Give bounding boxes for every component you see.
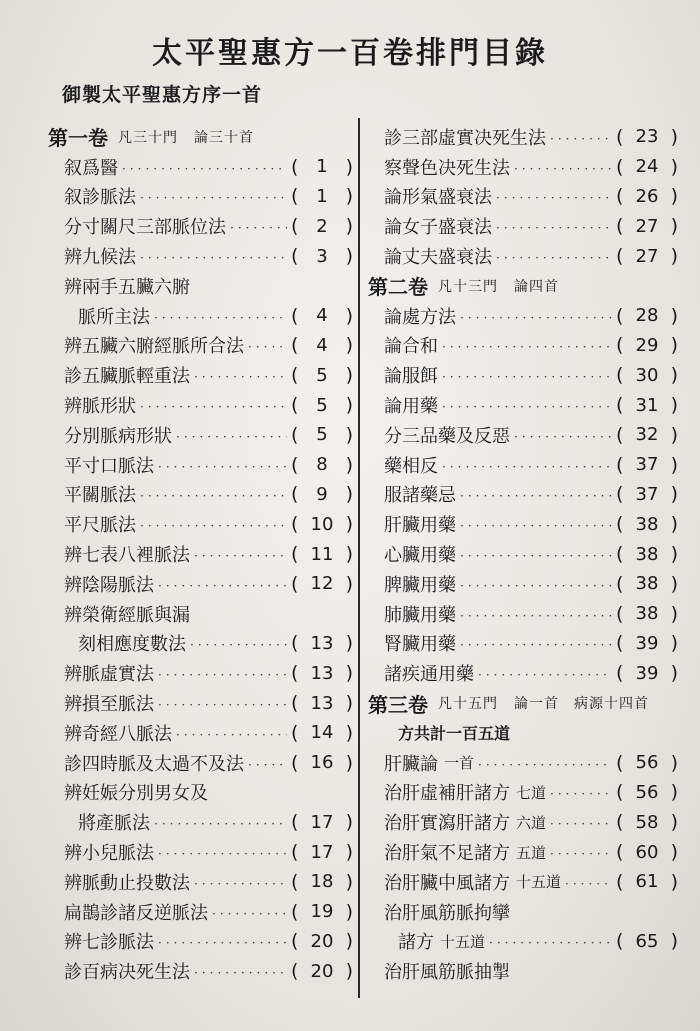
entry-title: 辨小兒脈法 (64, 843, 154, 865)
dot-leader (194, 966, 287, 980)
dot-leader (194, 877, 287, 891)
entry-title: 平關脈法 (64, 485, 136, 507)
dot-leader (478, 758, 612, 772)
toc-entry (368, 420, 678, 450)
toc-entry (48, 301, 353, 331)
page-number: ( 4 ) (291, 334, 353, 357)
toc-entry (48, 241, 353, 271)
toc-entry (48, 509, 353, 539)
entry-note: 十五道 (440, 932, 486, 951)
page-number: ( 19 ) (291, 900, 353, 923)
dot-leader (140, 400, 287, 414)
toc-entry (48, 807, 353, 837)
toc-entry (368, 629, 678, 659)
toc-entry (368, 897, 678, 927)
toc-entry (368, 956, 678, 986)
entry-title: 論合和 (384, 336, 438, 358)
toc-entry (368, 360, 678, 390)
volume-heading (368, 688, 678, 718)
toc-list (368, 122, 678, 271)
page-number: ( 37 ) (616, 483, 678, 506)
entry-title: 治肝虛補肝諸方 (384, 783, 510, 805)
entry-title: 心臟用藥 (384, 545, 456, 567)
page-number: ( 17 ) (291, 811, 353, 834)
page-number: ( 10 ) (291, 513, 353, 536)
entry-title: 治肝風筋脈拘攣 (384, 902, 510, 924)
entry-note: 七道 (516, 783, 547, 802)
dot-leader (158, 579, 287, 593)
entry-title: 刻相應度數法 (78, 634, 186, 656)
dot-leader (478, 668, 612, 682)
entry-title: 平寸口脈法 (64, 455, 154, 477)
dot-leader (176, 430, 287, 444)
dot-leader (442, 460, 612, 474)
toc-entry (368, 807, 678, 837)
toc-entry (368, 390, 678, 420)
entry-title: 分三品藥及反惡 (384, 425, 510, 447)
dot-leader (460, 609, 612, 623)
toc-entry (368, 480, 678, 510)
dot-leader (122, 162, 287, 176)
toc-entry (368, 658, 678, 688)
entry-title: 治肝氣不足諸方 (384, 843, 510, 865)
dot-leader (496, 251, 612, 265)
dot-leader (140, 191, 287, 205)
toc-entry (48, 182, 353, 212)
entry-title: 辨奇經八脈法 (64, 723, 172, 745)
dot-leader (140, 519, 287, 533)
page-number: ( 3 ) (291, 245, 353, 268)
toc-list (368, 748, 678, 986)
toc-entry (368, 539, 678, 569)
entry-title: 診三部虛實决死生法 (384, 127, 546, 149)
toc-entry (368, 837, 678, 867)
page-number: ( 31 ) (616, 394, 678, 417)
column-divider (358, 118, 360, 998)
page-number: ( 56 ) (616, 751, 678, 774)
toc-entry (48, 956, 353, 986)
page-number: ( 13 ) (291, 662, 353, 685)
toc-entry (48, 897, 353, 927)
dot-leader (460, 579, 612, 593)
page-number: ( 39 ) (616, 662, 678, 685)
dot-leader (460, 489, 612, 503)
entry-title: 藥相反 (384, 455, 438, 477)
dot-leader (212, 907, 287, 921)
toc-list (368, 301, 678, 688)
page-number: ( 30 ) (616, 364, 678, 387)
volume-meta-essays: 論四首 (514, 278, 559, 295)
entry-title: 辨兩手五臟六腑 (64, 276, 190, 298)
volume-meta-essays: 論三十首 (194, 129, 254, 146)
entry-title: 診五臟脈輕重法 (64, 366, 190, 388)
dot-leader (442, 340, 612, 354)
toc-entry (48, 480, 353, 510)
toc-entry (48, 271, 353, 301)
volume-meta: 凡三十門 (118, 129, 178, 146)
page-number: ( 37 ) (616, 453, 678, 476)
toc-entry (368, 569, 678, 599)
page-number: ( 38 ) (616, 513, 678, 536)
page-number: ( 18 ) (291, 870, 353, 893)
page-number: ( 38 ) (616, 602, 678, 625)
toc-entry (368, 211, 678, 241)
toc-entry (48, 539, 353, 569)
entry-note: 十五道 (516, 873, 562, 892)
entry-title: 諸方 (398, 932, 434, 954)
toc-entry (48, 569, 353, 599)
dot-leader (230, 221, 287, 235)
right-column (368, 122, 678, 986)
entry-title: 腎臟用藥 (384, 634, 456, 656)
dot-leader (489, 936, 612, 950)
entry-title: 肝臟用藥 (384, 515, 456, 537)
page-number: ( 58 ) (616, 811, 678, 834)
toc-entry (48, 390, 353, 420)
dot-leader (565, 877, 612, 891)
page-number: ( 26 ) (616, 185, 678, 208)
page-title: 太平聖惠方一百卷排門目錄 (152, 36, 548, 71)
entry-title: 分寸關尺三部脈位法 (64, 217, 226, 239)
toc-entry (48, 778, 353, 808)
toc-entry (368, 152, 678, 182)
entry-title: 辨九候法 (64, 247, 136, 269)
entry-title: 論丈夫盛衰法 (384, 247, 492, 269)
dot-leader (194, 370, 287, 384)
dot-leader (248, 340, 287, 354)
page-number: ( 8 ) (291, 453, 353, 476)
toc-entry (48, 629, 353, 659)
page-number: ( 12 ) (291, 572, 353, 595)
entry-title: 脾臟用藥 (384, 574, 456, 596)
page-number: ( 1 ) (291, 155, 353, 178)
toc-entry (368, 778, 678, 808)
dot-leader (550, 787, 612, 801)
volume-label: 第二卷 (368, 275, 428, 300)
entry-title: 辨脈動止投數法 (64, 872, 190, 894)
dot-leader (154, 311, 287, 325)
page-number: ( 27 ) (616, 245, 678, 268)
page-number: ( 32 ) (616, 423, 678, 446)
volume-meta: 凡十五門 (438, 696, 498, 713)
toc-entry (48, 152, 353, 182)
entry-title: 將產脈法 (78, 813, 150, 835)
toc-entry (368, 182, 678, 212)
dot-leader (442, 400, 612, 414)
toc-entry (368, 927, 678, 957)
toc-list (48, 152, 353, 986)
entry-title: 辨陰陽脈法 (64, 574, 154, 596)
entry-note: 五道 (516, 843, 547, 862)
toc-entry (48, 748, 353, 778)
page-number: ( 56 ) (616, 781, 678, 804)
entry-title: 辨損至脈法 (64, 694, 154, 716)
entry-title: 肺臟用藥 (384, 604, 456, 626)
dot-leader (158, 847, 287, 861)
toc-entry (368, 301, 678, 331)
entry-title: 叙診脈法 (64, 187, 136, 209)
dot-leader (158, 936, 287, 950)
toc-entry (368, 509, 678, 539)
toc-entry (368, 122, 678, 152)
dot-leader (460, 549, 612, 563)
toc-entry (48, 927, 353, 957)
dot-leader (140, 251, 287, 265)
page-number: ( 5 ) (291, 364, 353, 387)
dot-leader (154, 817, 287, 831)
entry-title: 診百病决死生法 (64, 962, 190, 984)
entry-title: 辨五臟六腑經脈所合法 (64, 336, 244, 358)
dot-leader (158, 668, 287, 682)
entry-title: 辨脈形狀 (64, 396, 136, 418)
page-number: ( 5 ) (291, 394, 353, 417)
entry-title: 論女子盛衰法 (384, 217, 492, 239)
entry-title: 辨七表八裡脈法 (64, 545, 190, 567)
toc-entry (48, 599, 353, 629)
page-number: ( 27 ) (616, 215, 678, 238)
toc-entry (48, 688, 353, 718)
toc-entry (48, 360, 353, 390)
entry-title: 扁鵲診諸反逆脈法 (64, 902, 208, 924)
entry-note: 一首 (444, 754, 475, 773)
page-number: ( 60 ) (616, 841, 678, 864)
entry-title: 治肝實瀉肝諸方 (384, 813, 510, 835)
entry-title: 治肝臟中風諸方 (384, 872, 510, 894)
toc-entry (368, 599, 678, 629)
entry-title: 察聲色决死生法 (384, 157, 510, 179)
page-number: ( 13 ) (291, 692, 353, 715)
page-number: ( 14 ) (291, 721, 353, 744)
volume-meta-essays: 論一首 病源十四首 (514, 696, 649, 713)
page-number: ( 38 ) (616, 572, 678, 595)
entry-title: 辨七診脈法 (64, 932, 154, 954)
page-number: ( 2 ) (291, 215, 353, 238)
page-number: ( 13 ) (291, 632, 353, 655)
dot-leader (496, 191, 612, 205)
entry-title: 諸疾通用藥 (384, 664, 474, 686)
page-number: ( 17 ) (291, 841, 353, 864)
page-number: ( 28 ) (616, 304, 678, 327)
entry-title: 論形氣盛衰法 (384, 187, 492, 209)
page-number: ( 11 ) (291, 543, 353, 566)
entry-title: 診四時脈及太過不及法 (64, 753, 244, 775)
entry-title: 分別脈病形狀 (64, 425, 172, 447)
volume-subheading: 方共計一百五道 (398, 724, 511, 744)
volume-label: 第三卷 (368, 692, 428, 717)
toc-entry (48, 450, 353, 480)
entry-title: 論用藥 (384, 396, 438, 418)
dot-leader (514, 162, 612, 176)
entry-title: 論處方法 (384, 306, 456, 328)
page-number: ( 4 ) (291, 304, 353, 327)
dot-leader (460, 311, 612, 325)
entry-title: 肝臟論 (384, 753, 438, 775)
toc-entry (368, 241, 678, 271)
page-number: ( 65 ) (616, 930, 678, 953)
page-number: ( 61 ) (616, 870, 678, 893)
dot-leader (514, 430, 612, 444)
dot-leader (190, 638, 287, 652)
toc-entry (368, 450, 678, 480)
page-number: ( 38 ) (616, 543, 678, 566)
toc-entry (48, 420, 353, 450)
toc-entry (48, 837, 353, 867)
toc-entry (368, 867, 678, 897)
dot-leader (550, 847, 612, 861)
page-number: ( 20 ) (291, 930, 353, 953)
page-number: ( 29 ) (616, 334, 678, 357)
dot-leader (176, 728, 287, 742)
toc-entry (368, 331, 678, 361)
page-number: ( 9 ) (291, 483, 353, 506)
toc-entry (48, 658, 353, 688)
page-number: ( 16 ) (291, 751, 353, 774)
dot-leader (550, 132, 612, 146)
entry-title: 平尺脈法 (64, 515, 136, 537)
page-number: ( 24 ) (616, 155, 678, 178)
entry-title: 脈所主法 (78, 306, 150, 328)
page-number: ( 23 ) (616, 125, 678, 148)
toc-entry (48, 211, 353, 241)
page-number: ( 5 ) (291, 423, 353, 446)
toc-entry (368, 748, 678, 778)
dot-leader (158, 460, 287, 474)
entry-note: 六道 (516, 813, 547, 832)
entry-title: 叙爲醫 (64, 157, 118, 179)
volume-label: 第一卷 (48, 126, 108, 151)
dot-leader (550, 817, 612, 831)
volume-heading (368, 271, 678, 301)
dot-leader (460, 519, 612, 533)
dot-leader (442, 370, 612, 384)
entry-title: 辨榮衛經脈與漏 (64, 604, 190, 626)
toc-entry (48, 718, 353, 748)
page-number: ( 39 ) (616, 632, 678, 655)
dot-leader (496, 221, 612, 235)
preface-line: 御製太平聖惠方序一首 (62, 84, 263, 106)
volume-heading (48, 122, 353, 152)
entry-title: 論服餌 (384, 366, 438, 388)
dot-leader (248, 758, 287, 772)
page-number: ( 20 ) (291, 960, 353, 983)
toc-entry (48, 867, 353, 897)
dot-leader (460, 638, 612, 652)
entry-title: 服諸藥忌 (384, 485, 456, 507)
left-column (48, 122, 353, 986)
entry-title: 辨妊娠分別男女及 (64, 783, 208, 805)
volume-meta: 凡十三門 (438, 278, 498, 295)
dot-leader (194, 549, 287, 563)
entry-title: 辨脈虛實法 (64, 664, 154, 686)
dot-leader (140, 489, 287, 503)
entry-title: 治肝風筋脈抽掣 (384, 962, 510, 984)
page-number: ( 1 ) (291, 185, 353, 208)
dot-leader (158, 698, 287, 712)
toc-entry (48, 331, 353, 361)
